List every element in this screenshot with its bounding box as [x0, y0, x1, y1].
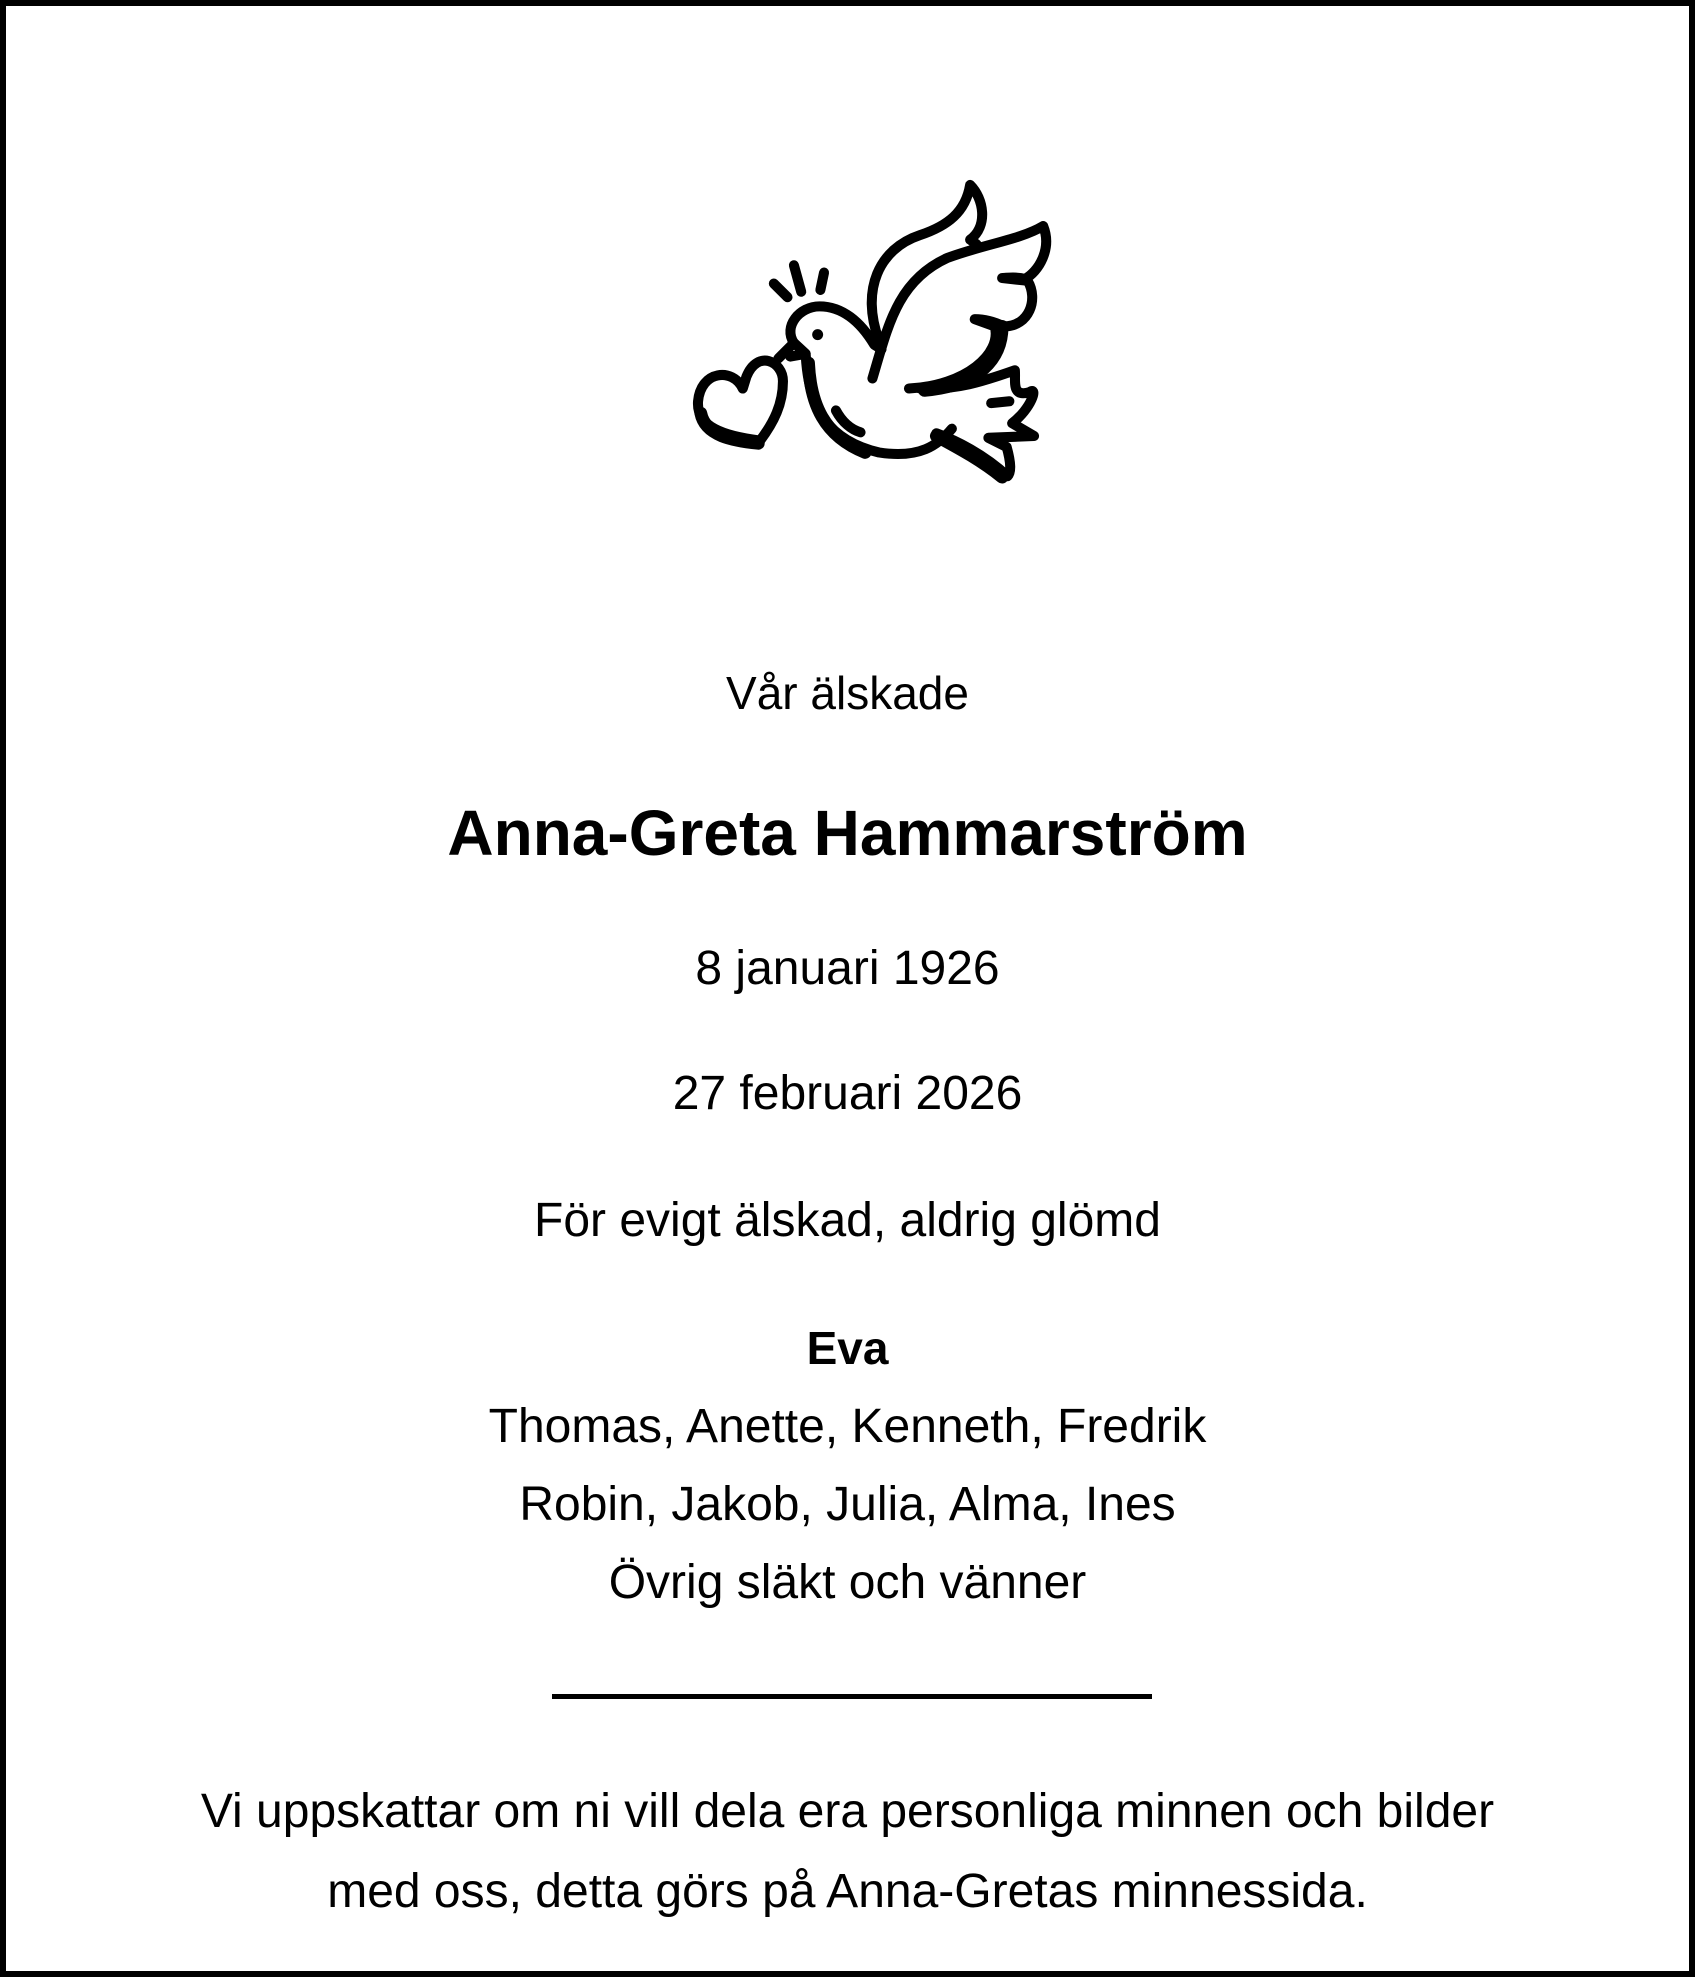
family-line: Övrig släkt och vänner	[608, 1556, 1087, 1609]
memorial-motto: För evigt älskad, aldrig glömd	[534, 1194, 1161, 1247]
dove-with-heart-icon	[646, 161, 1066, 501]
family-line: Thomas, Anette, Kenneth, Fredrik	[488, 1400, 1207, 1453]
family-line: Robin, Jakob, Julia, Alma, Ines	[519, 1478, 1176, 1531]
deceased-name: Anna-Greta Hammarström	[447, 797, 1248, 869]
birth-date: 8 januari 1926	[695, 942, 1000, 995]
death-date: 27 februari 2026	[672, 1067, 1023, 1120]
section-divider	[552, 1694, 1152, 1699]
family-primary-name: Eva	[806, 1322, 889, 1374]
footer-note-line: med oss, detta görs på Anna-Gretas minnessida.	[327, 1865, 1368, 1918]
intro-text: Vår älskade	[726, 667, 969, 719]
footer-note-line: Vi uppskattar om ni vill dela era personliga minnen och bilder	[200, 1785, 1495, 1838]
